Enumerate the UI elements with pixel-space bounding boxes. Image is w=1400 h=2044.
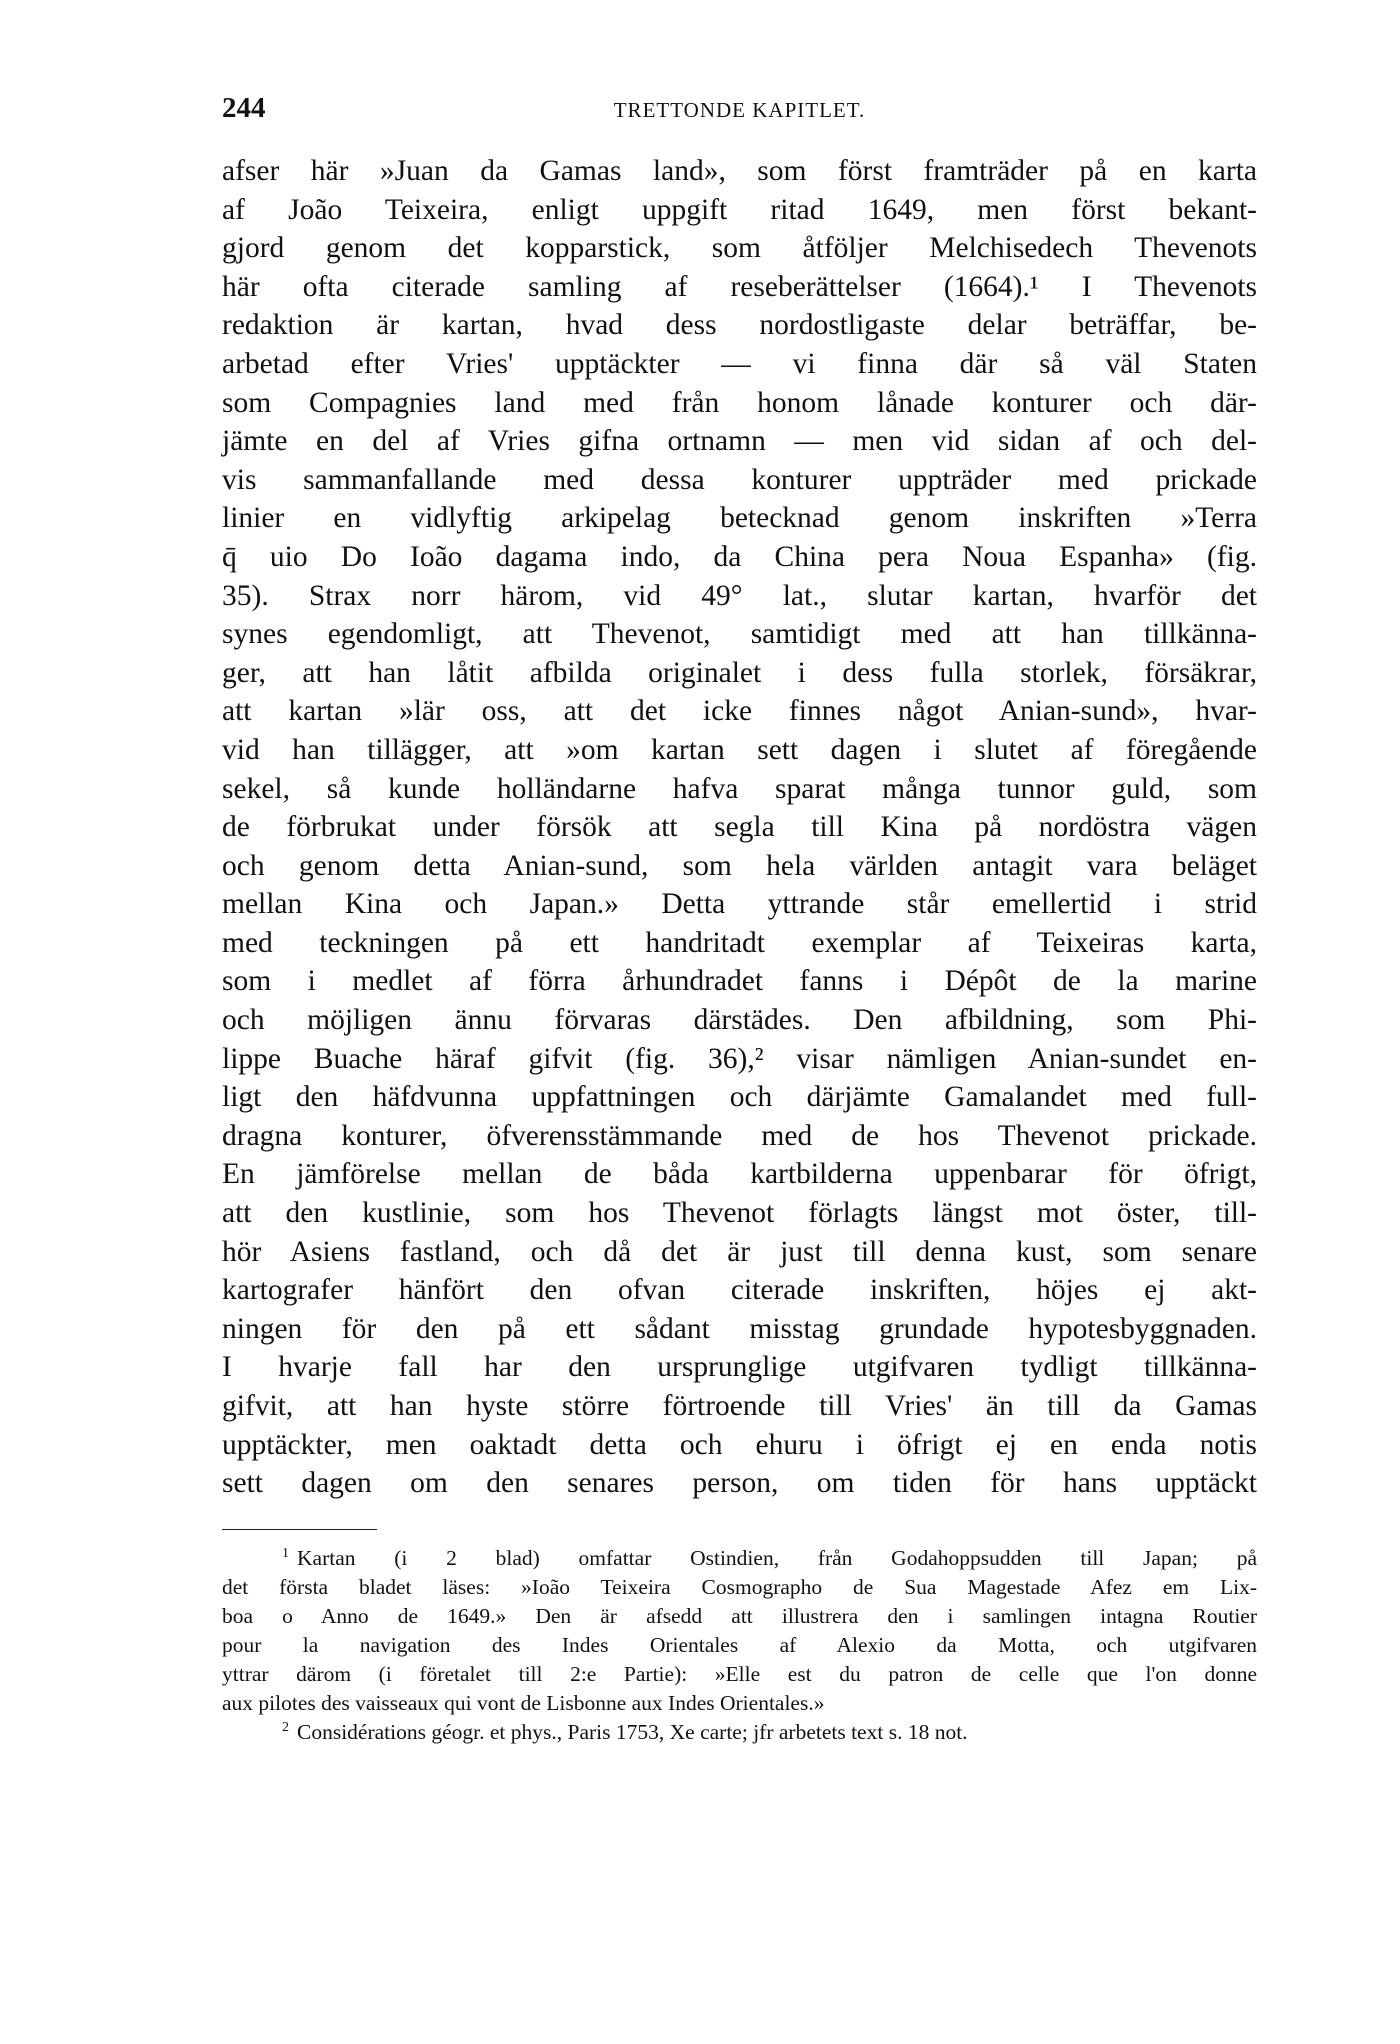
text-line: afser här »Juan da Gamas land», som först framträder på en karta — [222, 155, 1257, 187]
footnote-line — [222, 1689, 1257, 1718]
text-line: mellan Kina och Japan.» Detta yttrande står emellertid i strid — [222, 888, 1257, 921]
footnote-text: boa o Anno de 1649.» Den är afsedd att illustrera den i samlingen intagna Routier — [222, 1603, 1257, 1628]
footnote-number: 1 — [282, 1545, 289, 1561]
text-line: gifvit, att han hyste större förtroende till Vries' än till da Gamas — [222, 1390, 1257, 1422]
text-line: I hvarje fall har den ursprunglige utgifvaren tydligt tillkänna- — [222, 1351, 1257, 1384]
text-line: vis sammanfallande med dessa konturer uppträder med prickade — [222, 463, 1257, 496]
text-line: de förbrukat under försök att segla till Kina på nordöstra vägen — [222, 811, 1257, 844]
body-text — [222, 152, 1257, 1503]
text-line: upptäckter, men oaktadt detta och ehuru i öfrigt ej en enda notis — [222, 1428, 1257, 1461]
page-number: 244 — [222, 92, 266, 124]
footnote-line — [222, 1660, 1257, 1689]
footnote-text: yttrar därom (i företalet till 2:e Partie): »Elle est du patron de celle que l'on donne — [222, 1661, 1257, 1686]
text-line: sekel, så kunde holländarne hafva sparat många tunnor guld, som — [222, 772, 1257, 805]
text-line: hör Asiens fastland, och då det är just till denna kust, som senare — [222, 1235, 1257, 1268]
footnote-line — [222, 1573, 1257, 1602]
text-line: som Compagnies land med från honom lånade konturer och där- — [222, 386, 1257, 419]
text-line: redaktion är kartan, hvad dess nordostligaste delar beträffar, be- — [222, 309, 1257, 342]
text-line: kartografer hänfört den ofvan citerade inskriften, höjes ej akt- — [222, 1274, 1257, 1307]
footnote-line — [222, 1631, 1257, 1660]
footnote-text: Kartan (i 2 blad) omfattar Ostindien, från Godahoppsudden till Japan; på — [297, 1545, 1257, 1570]
footnote-line — [222, 1718, 1257, 1747]
book-page — [222, 92, 1257, 1747]
text-line: ningen för den på ett sådant misstag grundade hypotesbyggnaden. — [222, 1312, 1257, 1345]
footnotes — [222, 1544, 1257, 1747]
footnote-text: det första bladet läses: »Ioão Teixeira Cosmographo de Sua Magestade Afez em Lix- — [222, 1574, 1257, 1599]
text-line: och möjligen ännu förvaras därstädes. Den afbildning, som Phi- — [222, 1004, 1257, 1037]
footnote-text: pour la navigation des Indes Orientales af Alexio da Motta, och utgifvaren — [222, 1632, 1257, 1657]
text-line: lippe Buache häraf gifvit (fig. 36),² visar nämligen Anian-sundet en- — [222, 1042, 1257, 1075]
text-line: som i medlet af förra århundradet fanns i Dépôt de la marine — [222, 965, 1257, 998]
footnote-text: Considérations géogr. et phys., Paris 1753, Xe carte; jfr arbetets text s. 18 not. — [297, 1719, 968, 1744]
text-line: 35). Strax norr härom, vid 49° lat., slutar kartan, hvarför det — [222, 579, 1257, 612]
footnote-rule — [222, 1529, 377, 1530]
text-line: här ofta citerade samling af reseberättelser (1664).¹ I Thevenots — [222, 270, 1257, 303]
page-header — [222, 92, 1257, 132]
text-line: med teckningen på ett handritadt exemplar af Teixeiras karta, — [222, 926, 1257, 959]
footnote-line — [222, 1544, 1257, 1573]
text-line: arbetad efter Vries' upptäckter — vi finna där så väl Staten — [222, 347, 1257, 380]
text-line: att den kustlinie, som hos Thevenot förlagts längst mot öster, till- — [222, 1197, 1257, 1230]
text-line: synes egendomligt, att Thevenot, samtidigt med att han tillkänna- — [222, 618, 1257, 651]
text-line: ligt den häfdvunna uppfattningen och därjämte Gamalandet med full- — [222, 1081, 1257, 1114]
text-line: och genom detta Anian-sund, som hela världen antagit vara beläget — [222, 849, 1257, 882]
text-line: sett dagen om den senares person, om tiden för hans upptäckt — [222, 1467, 1257, 1500]
footnote-text: aux pilotes des vaisseaux qui vont de Lisbonne aux Indes Orientales.» — [222, 1690, 825, 1715]
text-line: gjord genom det kopparstick, som åtföljer Melchisedech Thevenots — [222, 232, 1257, 265]
text-line: ger, att han låtit afbilda originalet i dess fulla storlek, försäkrar, — [222, 656, 1257, 689]
text-line: vid han tillägger, att »om kartan sett dagen i slutet af föregående — [222, 733, 1257, 766]
footnote-line — [222, 1602, 1257, 1631]
text-line: af João Teixeira, enligt uppgift ritad 1649, men först bekant- — [222, 193, 1257, 226]
text-line: q̄ uio Do Ioão dagama indo, da China pera Noua Espanha» (fig. — [222, 540, 1257, 573]
text-line: linier en vidlyftig arkipelag betecknad genom inskriften »Terra — [222, 502, 1257, 535]
text-line: En jämförelse mellan de båda kartbilderna uppenbarar för öfrigt, — [222, 1158, 1257, 1191]
footnote-number: 2 — [282, 1719, 289, 1735]
running-head: TRETTONDE KAPITLET. — [613, 98, 866, 122]
text-line: dragna konturer, öfverensstämmande med de hos Thevenot prickade. — [222, 1119, 1257, 1152]
text-line: att kartan »lär oss, att det icke finnes något Anian-sund», hvar- — [222, 695, 1257, 728]
text-line: jämte en del af Vries gifna ortnamn — men vid sidan af och del- — [222, 425, 1257, 458]
